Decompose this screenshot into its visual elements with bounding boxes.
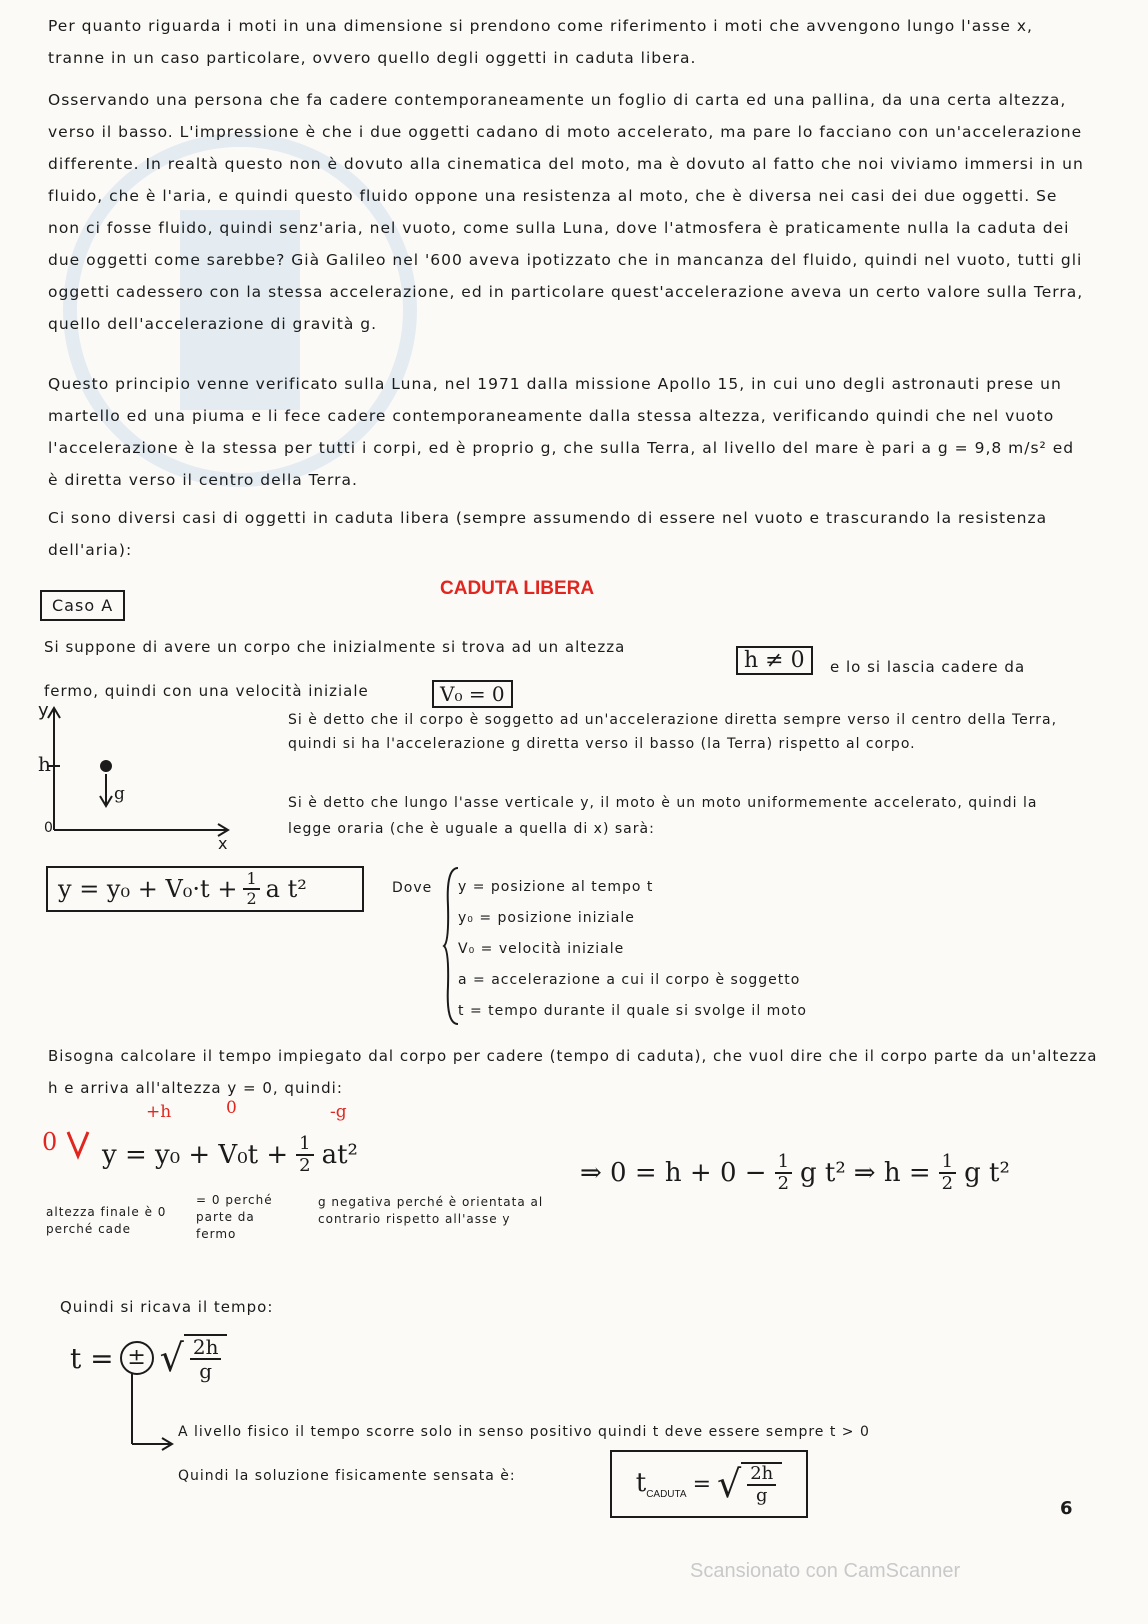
definition-item: a = accelerazione a cui il corpo è soggetto [458,972,801,988]
note-final-height: altezza finale è 0 perché cade [46,1205,167,1236]
diagram-g-label: g [114,784,125,804]
observation-paragraph: Osservando una persona che fa cadere contemporaneamente un foglio di carta ed una pallina, da una certa altezza, verso il basso. L'impressione è che i due oggetti cadano di moto accelerato, ma pare lo facciano con un'accelerazione differente. In realtà questo non è dovuto alla cinematica del moto, ma è dovuto al fatto che noi viviamo immersi in un fluido, che è l'aria, e quindi questo fluido oppone una resistenza al moto, che è diversa nei casi dei due oggetti. Se non ci fosse fluido, quindi senz'aria, nel vuoto, come sulla Luna, dove l'atmosfera è praticamente nulla la caduta dei due oggetti come sarebbe? Già Galileo nel '600 aveva ipotizzato che in mancanza del fluido, quindi nel vuoto, tutti gli oggetti cadessero con la stessa accelerazione, ed in particolare quest'accelerazione aveva un certo valore sulla Terra, quello dell'accelerazione di gravità g. [48,91,1084,333]
law-lhs: y = y₀ + V₀·t + [58,875,238,903]
dove-label: Dove [392,880,433,896]
diagram-h-label: h [38,752,51,776]
definition-item: y = posizione al tempo t [458,879,654,895]
law-fraction: $\frac{1}{2}$ [243,870,259,907]
substitution-result: ⇒ 0 = h + 0 − $\frac{1}{2}$ g t² ⇒ h = $\frac{1}{2}$ g t² [580,1151,1010,1194]
red-zero-v: 0 [226,1098,237,1118]
time-formula: t = ± √ $\frac{2h}{g}$ [70,1334,227,1382]
case-label: Caso A [40,590,125,621]
substitution-equation: y = y₀ + V₀t + $\frac{1}{2}$ at² [102,1133,358,1176]
red-minus-g: -g [330,1102,347,1122]
case-text-3: fermo, quindi con una velocità iniziale [44,682,369,700]
red-arrow-y [64,1128,94,1162]
plus-minus-circle: ± [120,1341,154,1375]
red-zero-y: 0 [42,1128,58,1156]
definitions-list [458,872,807,1027]
case-text-2: e lo si lascia cadere da [830,658,1026,676]
case-text-1: Si suppone di avere un corpo che inizialmente si trova ad un altezza [44,638,626,656]
cases-intro-paragraph: Ci sono diversi casi di oggetti in caduta libera (sempre assumendo di essere nel vuoto e trascurando la resistenza dell'aria): [48,509,1048,559]
page-number: 6 [1060,1498,1073,1519]
solution-text: Quindi la soluzione fisicamente sensata è: [178,1468,516,1484]
motion-law-box [46,866,364,912]
fall-diagram [30,700,240,850]
ball [100,760,112,772]
case-box-h: h ≠ 0 [736,646,813,675]
side-text-1: Si è detto che il corpo è soggetto ad un'accelerazione diretta sempre verso il centro della Terra, quindi si ha l'accelerazione g diretta verso il basso (la Terra) rispetto al corpo. [288,712,1058,752]
side-text-2: Si è detto che lungo l'asse verticale y, il moto è un moto uniformemente accelerato, quindi la legge oraria (che è uguale a quella di x) sarà: [288,795,1038,837]
callout-arrow [122,1372,182,1462]
case-box-v0: V₀ = 0 [432,680,513,708]
diagram-x-label: x [218,834,228,853]
definition-item: V₀ = velocità iniziale [458,941,625,957]
red-plus-h: +h [146,1102,172,1122]
intro-paragraph: Per quanto riguarda i moti in una dimensione si prendono come riferimento i moti che avvengono lungo l'asse x, tranne in un caso particolare, ovvero quello degli oggetti in caduta libera. [48,17,1033,67]
definition-item: t = tempo durante il quale si svolge il moto [458,1003,807,1019]
diagram-y-label: y [38,700,49,721]
note-v0-zero: = 0 perché parte da fermo [196,1193,273,1241]
diagram-origin: 0 [44,820,53,836]
calc-text: Bisogna calcolare il tempo impiegato dal corpo per cadere (tempo di caduta), che vuol dire che il corpo parte da un'altezza h e arriva all'altezza y = 0, quindi: [48,1047,1098,1097]
quindi-text: Quindi si ricava il tempo: [60,1298,274,1316]
final-formula-box: $t_{CADUTA}$ = √ $\frac{2h}{g}$ [610,1450,808,1518]
law-tail: a t² [265,875,307,903]
note-g-negative: g negativa perché è orientata al contrario rispetto all'asse y [318,1195,544,1226]
positive-text: A livello fisico il tempo scorre solo in senso positivo quindi t deve essere sempre t > 0 [178,1424,870,1440]
apollo-paragraph: Questo principio venne verificato sulla Luna, nel 1971 dalla missione Apollo 15, in cui uno degli astronauti prese un martello ed una piuma e li fece cadere contemporaneamente dalla stessa altezza, verificando quindi che nel vuoto l'accelerazione è la stessa per tutti i corpi, ed è proprio g, che sulla Terra, al livello del mare è pari a g = 9,8 m/s² ed è diretta verso il centro della Terra. [48,375,1075,489]
definition-item: y₀ = posizione iniziale [458,910,635,926]
section-title: CADUTA LIBERA [440,578,595,599]
camscanner-footer: Scansionato con CamScanner [690,1560,961,1582]
